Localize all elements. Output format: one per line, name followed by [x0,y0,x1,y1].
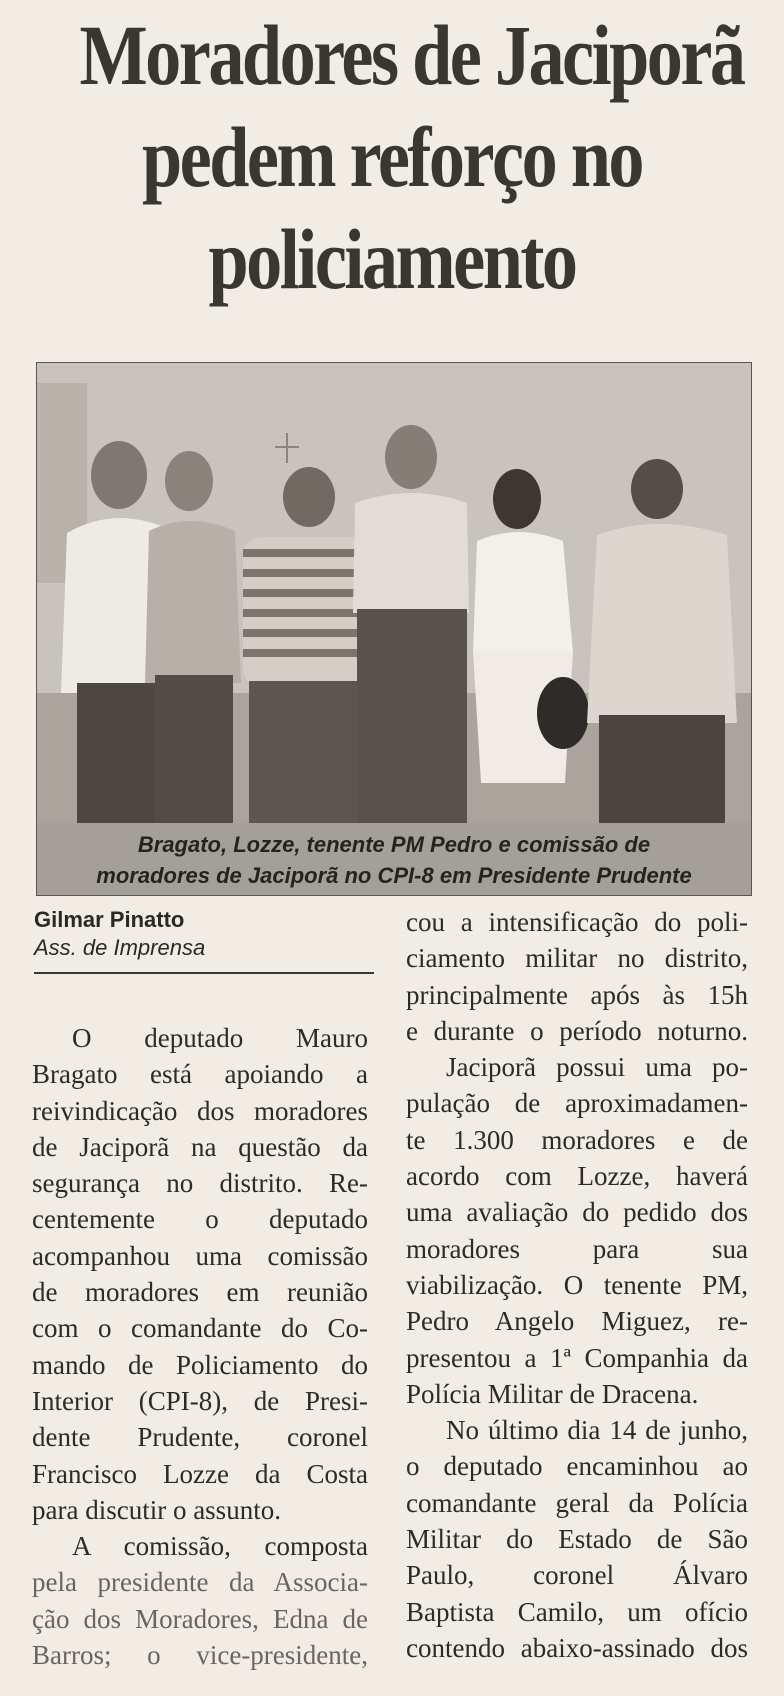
article-line: presentou a 1ª Companhia da [406,1342,748,1373]
article-line: Polícia Militar de Dracena. [406,1378,699,1409]
headline-line: Moradores de Jaciporã [79,7,744,103]
article-line: viabilização. O tenente PM, [406,1269,748,1300]
headline-line: pedem reforço no [141,109,643,205]
article-line: pela presidente da Associa- [32,1567,368,1598]
byline [34,906,374,962]
byline-divider [34,972,374,974]
article-line: Interior (CPI-8), de Presi- [32,1385,368,1416]
article-column-right [406,904,748,1666]
article-line: moradores para sua [406,1233,748,1264]
byline-author: Gilmar Pinatto [34,907,185,932]
article-line: te 1.300 moradores e de [406,1124,748,1155]
article-line: centemente o deputado [32,1204,368,1235]
article-line: Barros; o vice-presidente, [32,1640,368,1671]
article-line: reivindicação dos moradores [32,1095,368,1126]
article-line: acompanhou uma comissão [32,1240,368,1271]
article-line: Paulo, coronel Álvaro [406,1560,748,1591]
article-line: de moradores em reunião [32,1277,368,1308]
article-line: Francisco Lozze da Costa [32,1458,368,1489]
caption-line: moradores de Jaciporã no CPI-8 em Presidente Prudente [96,863,692,888]
article-line: Bragato está apoiando a [32,1059,368,1090]
article-line: principalmente após às 15h [406,979,748,1010]
article-line: Militar do Estado de São [406,1524,748,1555]
article-line: segurança no distrito. Re- [32,1168,368,1199]
article-line: e durante o período noturno. [406,1015,748,1046]
article-line: Baptista Camilo, um ofício [406,1596,748,1627]
article-line: o deputado encaminhou ao [406,1451,748,1482]
article-line: Jaciporã possui uma po- [446,1052,748,1083]
article-line: Pedro Angelo Miguez, re- [406,1306,748,1337]
article-line: de Jaciporã na questão da [32,1131,368,1162]
article-column-left [32,1020,368,1673]
article-line: comandante geral da Polícia [406,1487,748,1518]
headline [79,4,744,310]
article-line: No último dia 14 de junho, [446,1415,748,1446]
article-line: acordo com Lozze, haverá [406,1161,748,1192]
photo-frame [36,362,752,896]
byline-role: Ass. de Imprensa [34,935,206,960]
article-line: mando de Policiamento do [32,1349,368,1380]
article-line: ção dos Moradores, Edna de [32,1603,368,1634]
article-line: cou a intensificação do poli- [406,907,748,937]
article-line: pulação de aproximadamen- [406,1088,748,1119]
group-photo-illustration [37,363,751,823]
article-line: dente Prudente, coronel [32,1422,368,1453]
article-line: contendo abaixo-assinado dos [406,1632,748,1663]
photo-caption [37,823,751,895]
article-line: O deputado Mauro [72,1023,368,1053]
article-line: com o comandante do Co- [32,1313,368,1344]
article-line: para discutir o assunto. [32,1494,281,1525]
article-line: uma avaliação do pedido dos [406,1197,748,1228]
headline-line: policiamento [208,211,576,307]
group-photo [37,363,751,823]
caption-line: Bragato, Lozze, tenente PM Pedro e comissão de [137,832,651,857]
article-line: ciamento militar no distrito, [406,943,748,974]
article-line: A comissão, composta [72,1531,368,1562]
